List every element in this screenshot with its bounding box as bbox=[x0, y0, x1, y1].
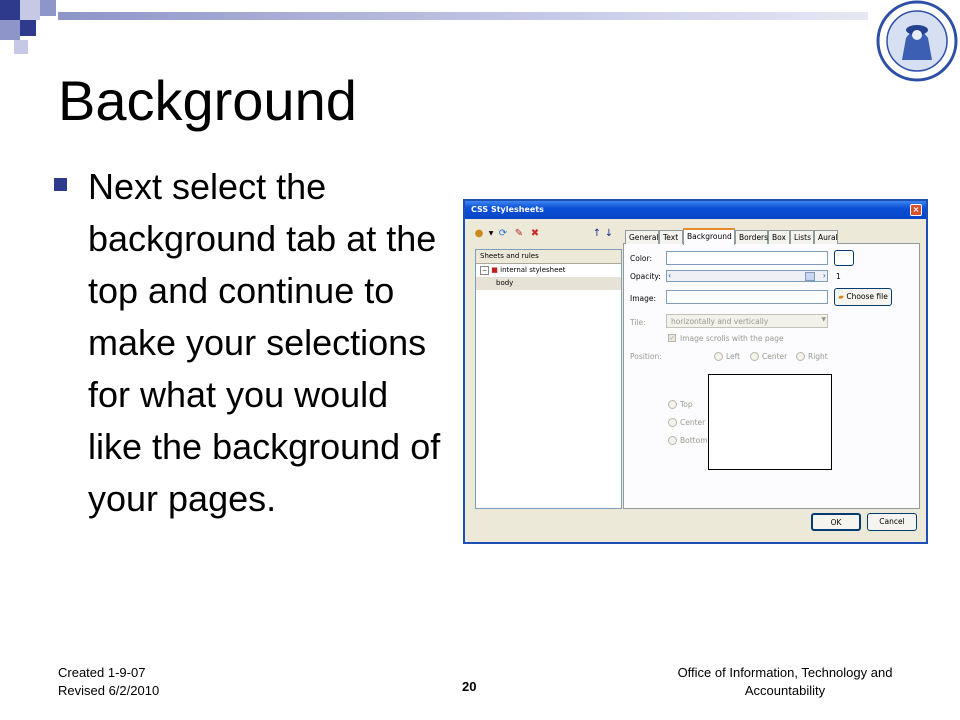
position-left-radio[interactable] bbox=[714, 352, 723, 361]
image-input[interactable] bbox=[666, 290, 828, 304]
bullet-marker bbox=[54, 178, 67, 191]
chevron-right-icon[interactable]: › bbox=[822, 271, 826, 280]
color-input[interactable] bbox=[666, 251, 828, 265]
footer-office-line1: Office of Information, Technology and bbox=[677, 665, 893, 680]
slide-body-text: Next select the background tab at the top and continue to make your selections for what you would like the background of your pages. bbox=[88, 166, 441, 519]
opacity-label: Opacity: bbox=[630, 272, 661, 281]
position-label: Position: bbox=[630, 352, 662, 361]
tab-general[interactable]: General bbox=[625, 230, 659, 244]
tab-text[interactable]: Text bbox=[659, 230, 683, 244]
chevron-down-icon[interactable]: ▼ bbox=[488, 230, 494, 237]
position-center-label: Center bbox=[762, 352, 788, 361]
tree-item-body[interactable] bbox=[476, 277, 621, 290]
css-stylesheets-dialog bbox=[463, 199, 928, 544]
tab-borders[interactable]: Borders bbox=[735, 230, 768, 244]
footer-created: Created 1-9-07 bbox=[58, 665, 146, 680]
deco-square bbox=[0, 20, 20, 40]
dialog-title-bar[interactable] bbox=[465, 201, 926, 219]
tab-background[interactable]: Background bbox=[683, 228, 735, 245]
background-preview-box bbox=[708, 374, 832, 470]
tree-item-label: body bbox=[496, 279, 514, 287]
opacity-value: 1 bbox=[836, 272, 841, 281]
opacity-slider[interactable] bbox=[666, 270, 828, 282]
deco-square bbox=[20, 20, 36, 36]
position-vcenter-label: Center bbox=[680, 418, 706, 427]
choose-file-button[interactable] bbox=[834, 288, 892, 306]
footer-revised: Revised 6/2/2010 bbox=[58, 683, 160, 698]
position-bottom-label: Bottom bbox=[680, 436, 708, 445]
tile-select-value: horizontally and vertically bbox=[671, 317, 769, 326]
position-right-label: Right bbox=[808, 352, 828, 361]
chevron-left-icon[interactable]: ‹ bbox=[668, 271, 672, 280]
chevron-down-icon[interactable]: ▼ bbox=[821, 316, 826, 323]
deco-bar bbox=[58, 12, 868, 20]
position-center-radio[interactable] bbox=[750, 352, 759, 361]
deco-square bbox=[20, 0, 40, 20]
delete-icon[interactable]: ✖ bbox=[530, 228, 540, 239]
dialog-title: CSS Stylesheets bbox=[471, 205, 544, 214]
tile-label: Tile: bbox=[630, 318, 646, 327]
tile-select[interactable] bbox=[666, 314, 828, 328]
cancel-button[interactable]: Cancel bbox=[867, 513, 917, 531]
scroll-checkbox-label: Image scrolls with the page bbox=[680, 334, 784, 343]
school-seal-logo bbox=[876, 0, 958, 82]
new-stylesheet-icon[interactable]: ● bbox=[474, 228, 484, 239]
scroll-checkbox[interactable]: ✓ bbox=[669, 335, 675, 342]
move-down-icon[interactable]: ↓ bbox=[604, 228, 614, 239]
deco-square bbox=[0, 0, 20, 20]
tab-box[interactable]: Box bbox=[768, 230, 790, 244]
move-up-icon[interactable]: ↑ bbox=[592, 228, 602, 239]
deco-square bbox=[14, 40, 28, 54]
dialog-toolbar bbox=[473, 225, 613, 245]
position-top-label: Top bbox=[680, 400, 693, 409]
expand-collapse-icon[interactable]: − bbox=[482, 267, 488, 274]
close-button[interactable]: × bbox=[910, 204, 922, 216]
image-label: Image: bbox=[630, 294, 657, 303]
page-number: 20 bbox=[462, 679, 477, 694]
position-top-radio[interactable] bbox=[668, 400, 677, 409]
stylesheet-icon: ■ bbox=[491, 266, 498, 274]
position-bottom-radio[interactable] bbox=[668, 436, 677, 445]
tab-lists[interactable]: Lists bbox=[790, 230, 814, 244]
ok-button[interactable]: OK bbox=[811, 513, 861, 531]
slide-title: Background bbox=[58, 69, 357, 132]
footer-office-line2: Accountability bbox=[744, 683, 826, 698]
rules-tree-panel bbox=[475, 249, 622, 509]
deco-square bbox=[40, 0, 56, 16]
tree-header: Sheets and rules bbox=[476, 250, 621, 264]
color-picker-button[interactable] bbox=[834, 250, 854, 266]
position-right-radio[interactable] bbox=[796, 352, 805, 361]
edit-icon[interactable]: ✎ bbox=[514, 228, 524, 239]
tree-item-internal-stylesheet[interactable] bbox=[476, 264, 621, 277]
tree-item-label: internal stylesheet bbox=[500, 266, 566, 274]
position-left-label: Left bbox=[726, 352, 741, 361]
background-tab-panel bbox=[623, 243, 920, 509]
slider-thumb[interactable] bbox=[805, 272, 815, 281]
position-vcenter-radio[interactable] bbox=[668, 418, 677, 427]
choose-file-label: Choose file bbox=[846, 292, 888, 301]
tab-aural[interactable]: Aural bbox=[814, 230, 838, 244]
color-label: Color: bbox=[630, 254, 652, 263]
refresh-icon[interactable]: ⟳ bbox=[498, 228, 508, 239]
folder-icon: ▰ bbox=[838, 292, 844, 301]
